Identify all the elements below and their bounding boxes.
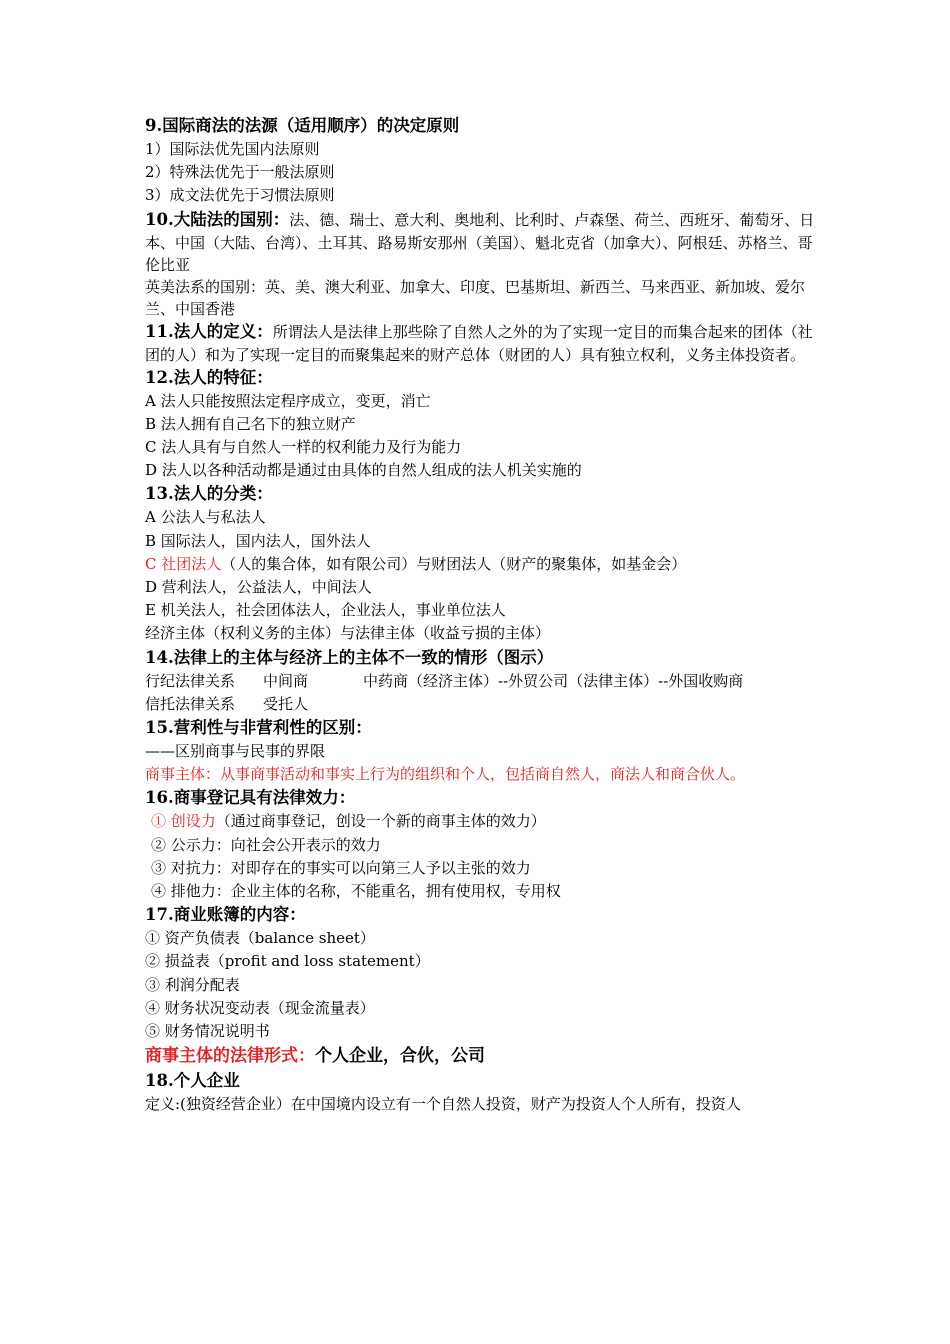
list-item: 3）成文法优先于习惯法原则 [145,186,335,205]
list-item [145,553,825,576]
relation-type: 信托法律关系 [145,694,236,713]
section-13-heading: 13.法人的分类： [145,484,273,504]
list-item-text: （人的集合体，如有限公司）与财团法人（财产的聚集体，如基金会） [221,554,687,573]
section-10-heading: 10.大陆法的国别： [145,209,290,229]
section-14-heading: 14.法律上的主体与经济上的主体不一致的情形（图示） [145,647,554,667]
list-item: A 法人只能按照法定程序成立，变更，消亡 [145,391,431,410]
relation-type: 行纪法律关系 [145,671,236,690]
highlight-text: ① 创设力 [151,812,216,831]
note-line: 经济主体（权利义务的主体）与法律主体（收益亏损的主体） [145,624,551,643]
list-item: ⑤ 财务情况说明书 [145,1022,270,1041]
list-item-text: （通过商事登记，创设一个新的商事主体的效力） [215,812,546,831]
list-item: D 营利法人，公益法人，中间法人 [145,578,372,597]
list-item: ② 公示力：向社会公开表示的效力 [151,835,381,854]
list-item: 2）特殊法优先于一般法原则 [145,163,335,182]
definition-line: 定义:(独资经营企业）在中国境内设立有一个自然人投资，财产为投资人个人所有，投资人 [145,1095,741,1114]
legal-forms-text: 个人企业，合伙，公司 [315,1046,485,1067]
list-item: ① 资产负债表（balance sheet） [145,929,375,948]
list-item [145,810,825,833]
section-16-heading: 16.商事登记具有法律效力： [145,788,356,808]
section-11-heading: 11.法人的定义： [145,321,273,341]
legal-forms-line [145,1043,825,1069]
list-item: ② 损益表（profit and loss statement） [145,952,430,971]
relation-row [145,693,825,716]
list-item: C 法人具有与自然人一样的权利能力及行为能力 [145,438,462,457]
list-item: 1）国际法优先国内法原则 [145,140,320,158]
relation-party: 中间商 [263,671,309,690]
list-item: ④ 排他力：企业主体的名称，不能重名，拥有使用权，专用权 [151,882,561,901]
list-item: B 法人拥有自己名下的独立财产 [145,414,356,433]
common-law-countries: 英美法系的国别：英、美、澳大利亚、加拿大、印度、巴基斯坦、新西兰、马来西亚、新加坡、爱尔兰、中国香港 [145,277,806,318]
section-12-heading: 12.法人的特征： [145,367,273,387]
list-item: D 法人以各种活动都是通过由具体的自然人组成的法人机关实施的 [145,461,582,480]
list-item: B 国际法人，国内法人，国外法人 [145,531,371,550]
subtitle-line: ——区别商事与民事的界限 [145,742,326,761]
list-item: E 机关法人，社会团体法人，企业法人，事业单位法人 [145,601,506,620]
list-item: ③ 对抗力：对即存在的事实可以向第三人予以主张的效力 [151,858,531,877]
list-item: ③ 利润分配表 [145,975,240,994]
section-15-heading: 15.营利性与非营利性的区别： [145,718,372,738]
relation-row [145,670,825,693]
civil-law-countries: 法、德、瑞士、意大利、奥地利、比利时、卢森堡、荷兰、西班牙、葡萄牙、日本、中国（大陆、台湾）、土耳其、路易斯安那州（美国）、魁北克省（加拿大）、阿根廷、苏格兰、哥伦比亚 [145,210,815,274]
relation-party: 受托人 [263,694,309,713]
section-17-heading: 17.商业账簿的内容： [145,905,306,925]
section-9-heading: 9.国际商法的法源（适用顺序）的决定原则 [145,116,460,135]
relation-chain: 中药商（经济主体）--外贸公司（法律主体）--外国收购商 [363,671,744,690]
list-item: A 公法人与私法人 [145,508,266,527]
highlight-definition: 商事主体：从事商事活动和事实上行为的组织和个人，包括商自然人，商法人和商合伙人。 [145,765,746,784]
section-10 [145,208,825,276]
highlight-text: 商事主体的法律形式： [145,1046,315,1067]
list-item: ④ 财务状况变动表（现金流量表） [145,998,375,1017]
highlight-text: C 社团法人 [145,554,222,573]
section-18-heading: 18.个人企业 [145,1071,240,1091]
section-11 [145,320,825,366]
document-page [145,114,825,1116]
legal-person-definition: 所谓法人是法律上那些除了自然人之外的为了实现一定目的而集合起来的团体（社团的人）和为了实现一定目的而聚集起来的财产总体（财团的人）具有独立权利，义务主体投资者。 [145,322,813,364]
